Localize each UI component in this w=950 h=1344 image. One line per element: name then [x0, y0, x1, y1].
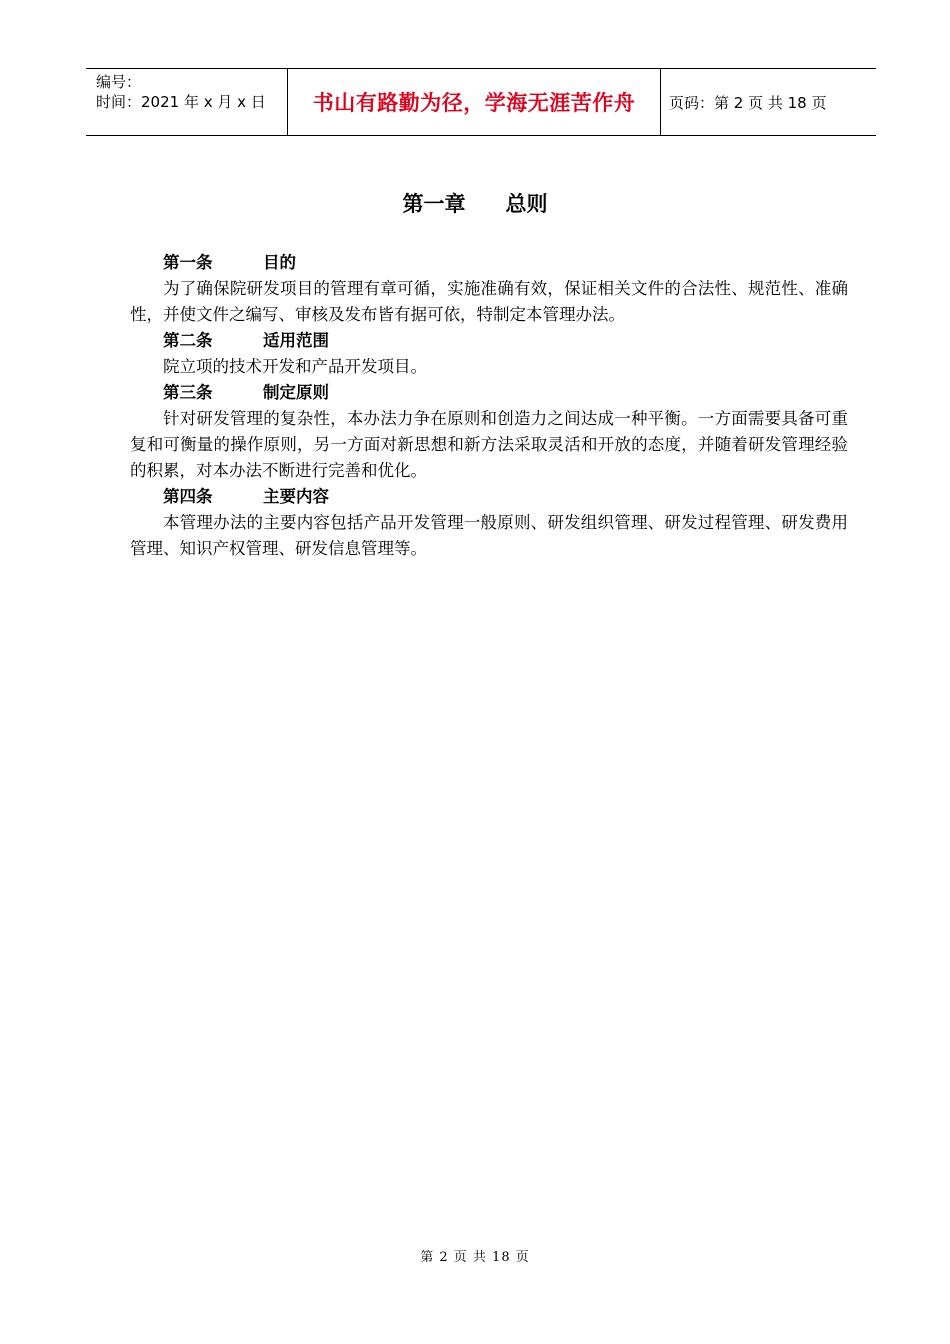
- header-motto: 书山有路勤为径，学海无涯苦作舟: [288, 69, 661, 135]
- article-title: 主要内容: [263, 487, 329, 506]
- article-heading: [130, 380, 848, 406]
- article-title: 目的: [263, 253, 296, 272]
- article-text: 本管理办法的主要内容包括产品开发管理一般原则、研发组织管理、研发过程管理、研发费用管理、知识产权管理、研发信息管理等。: [130, 513, 848, 558]
- document-body: [130, 250, 848, 562]
- article-heading: [130, 250, 848, 276]
- article-text: 为了确保院研发项目的管理有章可循，实施准确有效，保证相关文件的合法性、规范性、准确性，并使文件之编写、审核及发布皆有据可依，特制定本管理办法。: [130, 279, 848, 324]
- chapter-heading: [0, 188, 950, 218]
- header-meta: [86, 69, 288, 135]
- article-text: 针对研发管理的复杂性，本办法力争在原则和创造力之间达成一种平衡。一方面需要具备可重复和可衡量的操作原则，另一方面对新思想和新方法采取灵活和开放的态度，并随着研发管理经验的积累，对本办法不断进行完善和优化。: [130, 409, 848, 480]
- article-heading: [130, 484, 848, 510]
- article-number: 第三条: [163, 383, 213, 402]
- article-number: 第一条: [163, 253, 213, 272]
- article-text: 院立项的技术开发和产品开发项目。: [163, 357, 427, 376]
- page-footer: 第 2 页 共 18 页: [420, 1250, 530, 1265]
- header-page-info: 页码：第 2 页 共 18 页: [669, 93, 827, 112]
- chapter-number: 第一章: [402, 192, 466, 216]
- page-header: [86, 68, 876, 136]
- doc-time: 时间：2021 年 x 月 x 日: [96, 93, 266, 111]
- article-number: 第四条: [163, 487, 213, 506]
- article-title: 制定原则: [263, 383, 329, 402]
- chapter-title: 总则: [505, 192, 548, 216]
- article-title: 适用范围: [263, 331, 329, 350]
- article-heading: [130, 328, 848, 354]
- article-number: 第二条: [163, 331, 213, 350]
- doc-number: 编号：: [96, 73, 142, 91]
